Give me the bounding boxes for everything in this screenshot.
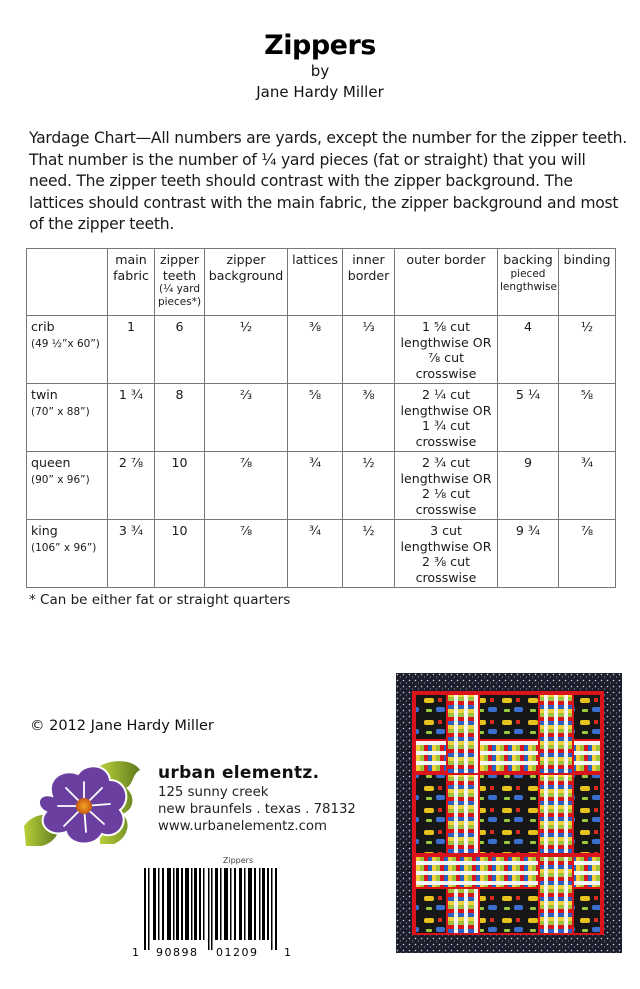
author-name: Jane Hardy Miller	[256, 83, 384, 101]
outer-border-cell: 2 ¼ cut lengthwise OR 1 ¾ cut crosswise	[395, 384, 498, 452]
lattices-cell: ¾	[288, 520, 343, 588]
lattices-cell: ⅜	[288, 316, 343, 384]
size-cell: queen (90” x 96”)	[27, 452, 108, 520]
zipper-background-cell: ⅞	[205, 452, 288, 520]
zipper-teeth-cell: 6	[155, 316, 205, 384]
inner-border-cell: ½	[343, 452, 395, 520]
barcode-title: Zippers	[222, 856, 254, 865]
column-header-binding: binding	[559, 249, 616, 316]
column-header-outer-border: outer border	[395, 249, 498, 316]
size-cell: twin (70” x 88”)	[27, 384, 108, 452]
zipper-teeth-cell: 10	[155, 520, 205, 588]
outer-border-cell: 3 cut lengthwise OR 2 ⅜ cut crosswise	[395, 520, 498, 588]
zipper-teeth-cell: 10	[155, 452, 205, 520]
size-cell: king (106” x 96”)	[27, 520, 108, 588]
barcode-digits-left: 90898	[156, 946, 199, 958]
yardage-table	[26, 248, 616, 588]
column-header-main-fabric: main fabric	[108, 249, 155, 316]
table-row-twin	[27, 384, 616, 452]
publisher-address-line-1: 125 sunny creek	[158, 785, 269, 800]
table-row-queen	[27, 452, 616, 520]
main-fabric-cell: 3 ¾	[108, 520, 155, 588]
inner-border-cell: ½	[343, 520, 395, 588]
column-header-zipper-background: zipper background	[205, 249, 288, 316]
copyright-notice: © 2012 Jane Hardy Miller	[30, 718, 214, 734]
barcode-lead-digit: 1	[132, 946, 139, 958]
zipper-background-cell: ⅞	[205, 520, 288, 588]
publisher-info	[158, 763, 356, 835]
zipper-teeth-cell: 8	[155, 384, 205, 452]
column-header-zipper-teeth: zipper teeth (¼ yard pieces*)	[155, 249, 205, 316]
binding-cell: ¾	[559, 452, 616, 520]
binding-cell: ⅞	[559, 520, 616, 588]
publisher-website[interactable]: www.urbanelementz.com	[158, 819, 327, 834]
pattern-title: Zippers	[264, 30, 376, 61]
table-header-row	[27, 249, 616, 316]
table-row-crib	[27, 316, 616, 384]
main-fabric-cell: 1	[108, 316, 155, 384]
binding-cell: ⅝	[559, 384, 616, 452]
main-fabric-cell: 1 ¾	[108, 384, 155, 452]
binding-cell: ½	[559, 316, 616, 384]
backing-cell: 9 ¾	[498, 520, 559, 588]
lattices-cell: ¾	[288, 452, 343, 520]
inner-border-cell: ⅓	[343, 316, 395, 384]
backing-cell: 5 ¼	[498, 384, 559, 452]
backing-cell: 4	[498, 316, 559, 384]
column-header-inner-border: inner border	[343, 249, 395, 316]
column-header-size	[27, 249, 108, 316]
upc-barcode	[128, 856, 348, 956]
backing-cell: 9	[498, 452, 559, 520]
main-fabric-cell: 2 ⅞	[108, 452, 155, 520]
quilt-photo	[396, 673, 622, 953]
size-cell: crib (49 ½”x 60”)	[27, 316, 108, 384]
outer-border-cell: 2 ¾ cut lengthwise OR 2 ⅛ cut crosswise	[395, 452, 498, 520]
outer-border-cell: 1 ⅝ cut lengthwise OR ⅞ cut crosswise	[395, 316, 498, 384]
by-line: by	[310, 62, 330, 80]
zipper-background-cell: ½	[205, 316, 288, 384]
barcode-digits-right: 01209	[216, 946, 259, 958]
table-footnote: * Can be either fat or straight quarters	[29, 592, 291, 608]
publisher-address-line-2: new braunfels . texas . 78132	[158, 802, 356, 817]
publisher-name: urban elementz.	[158, 763, 320, 783]
purple-flower-logo-icon	[22, 756, 150, 848]
yardage-intro: Yardage Chart—All numbers are yards, except the number for the zipper teeth. That number is the number of ¼ yard pieces (fat or straight) that you will need. The zipper teeth should contrast with the zipper background. The lattices should contrast with the main fabric, the zipper background and most of the zipper teeth.	[29, 129, 627, 234]
table-row-king	[27, 520, 616, 588]
zipper-background-cell: ⅔	[205, 384, 288, 452]
column-header-lattices: lattices	[288, 249, 343, 316]
column-header-backing: backing pieced lengthwise	[498, 249, 559, 316]
barcode-check-digit: 1	[284, 946, 291, 958]
inner-border-cell: ⅜	[343, 384, 395, 452]
lattices-cell: ⅝	[288, 384, 343, 452]
